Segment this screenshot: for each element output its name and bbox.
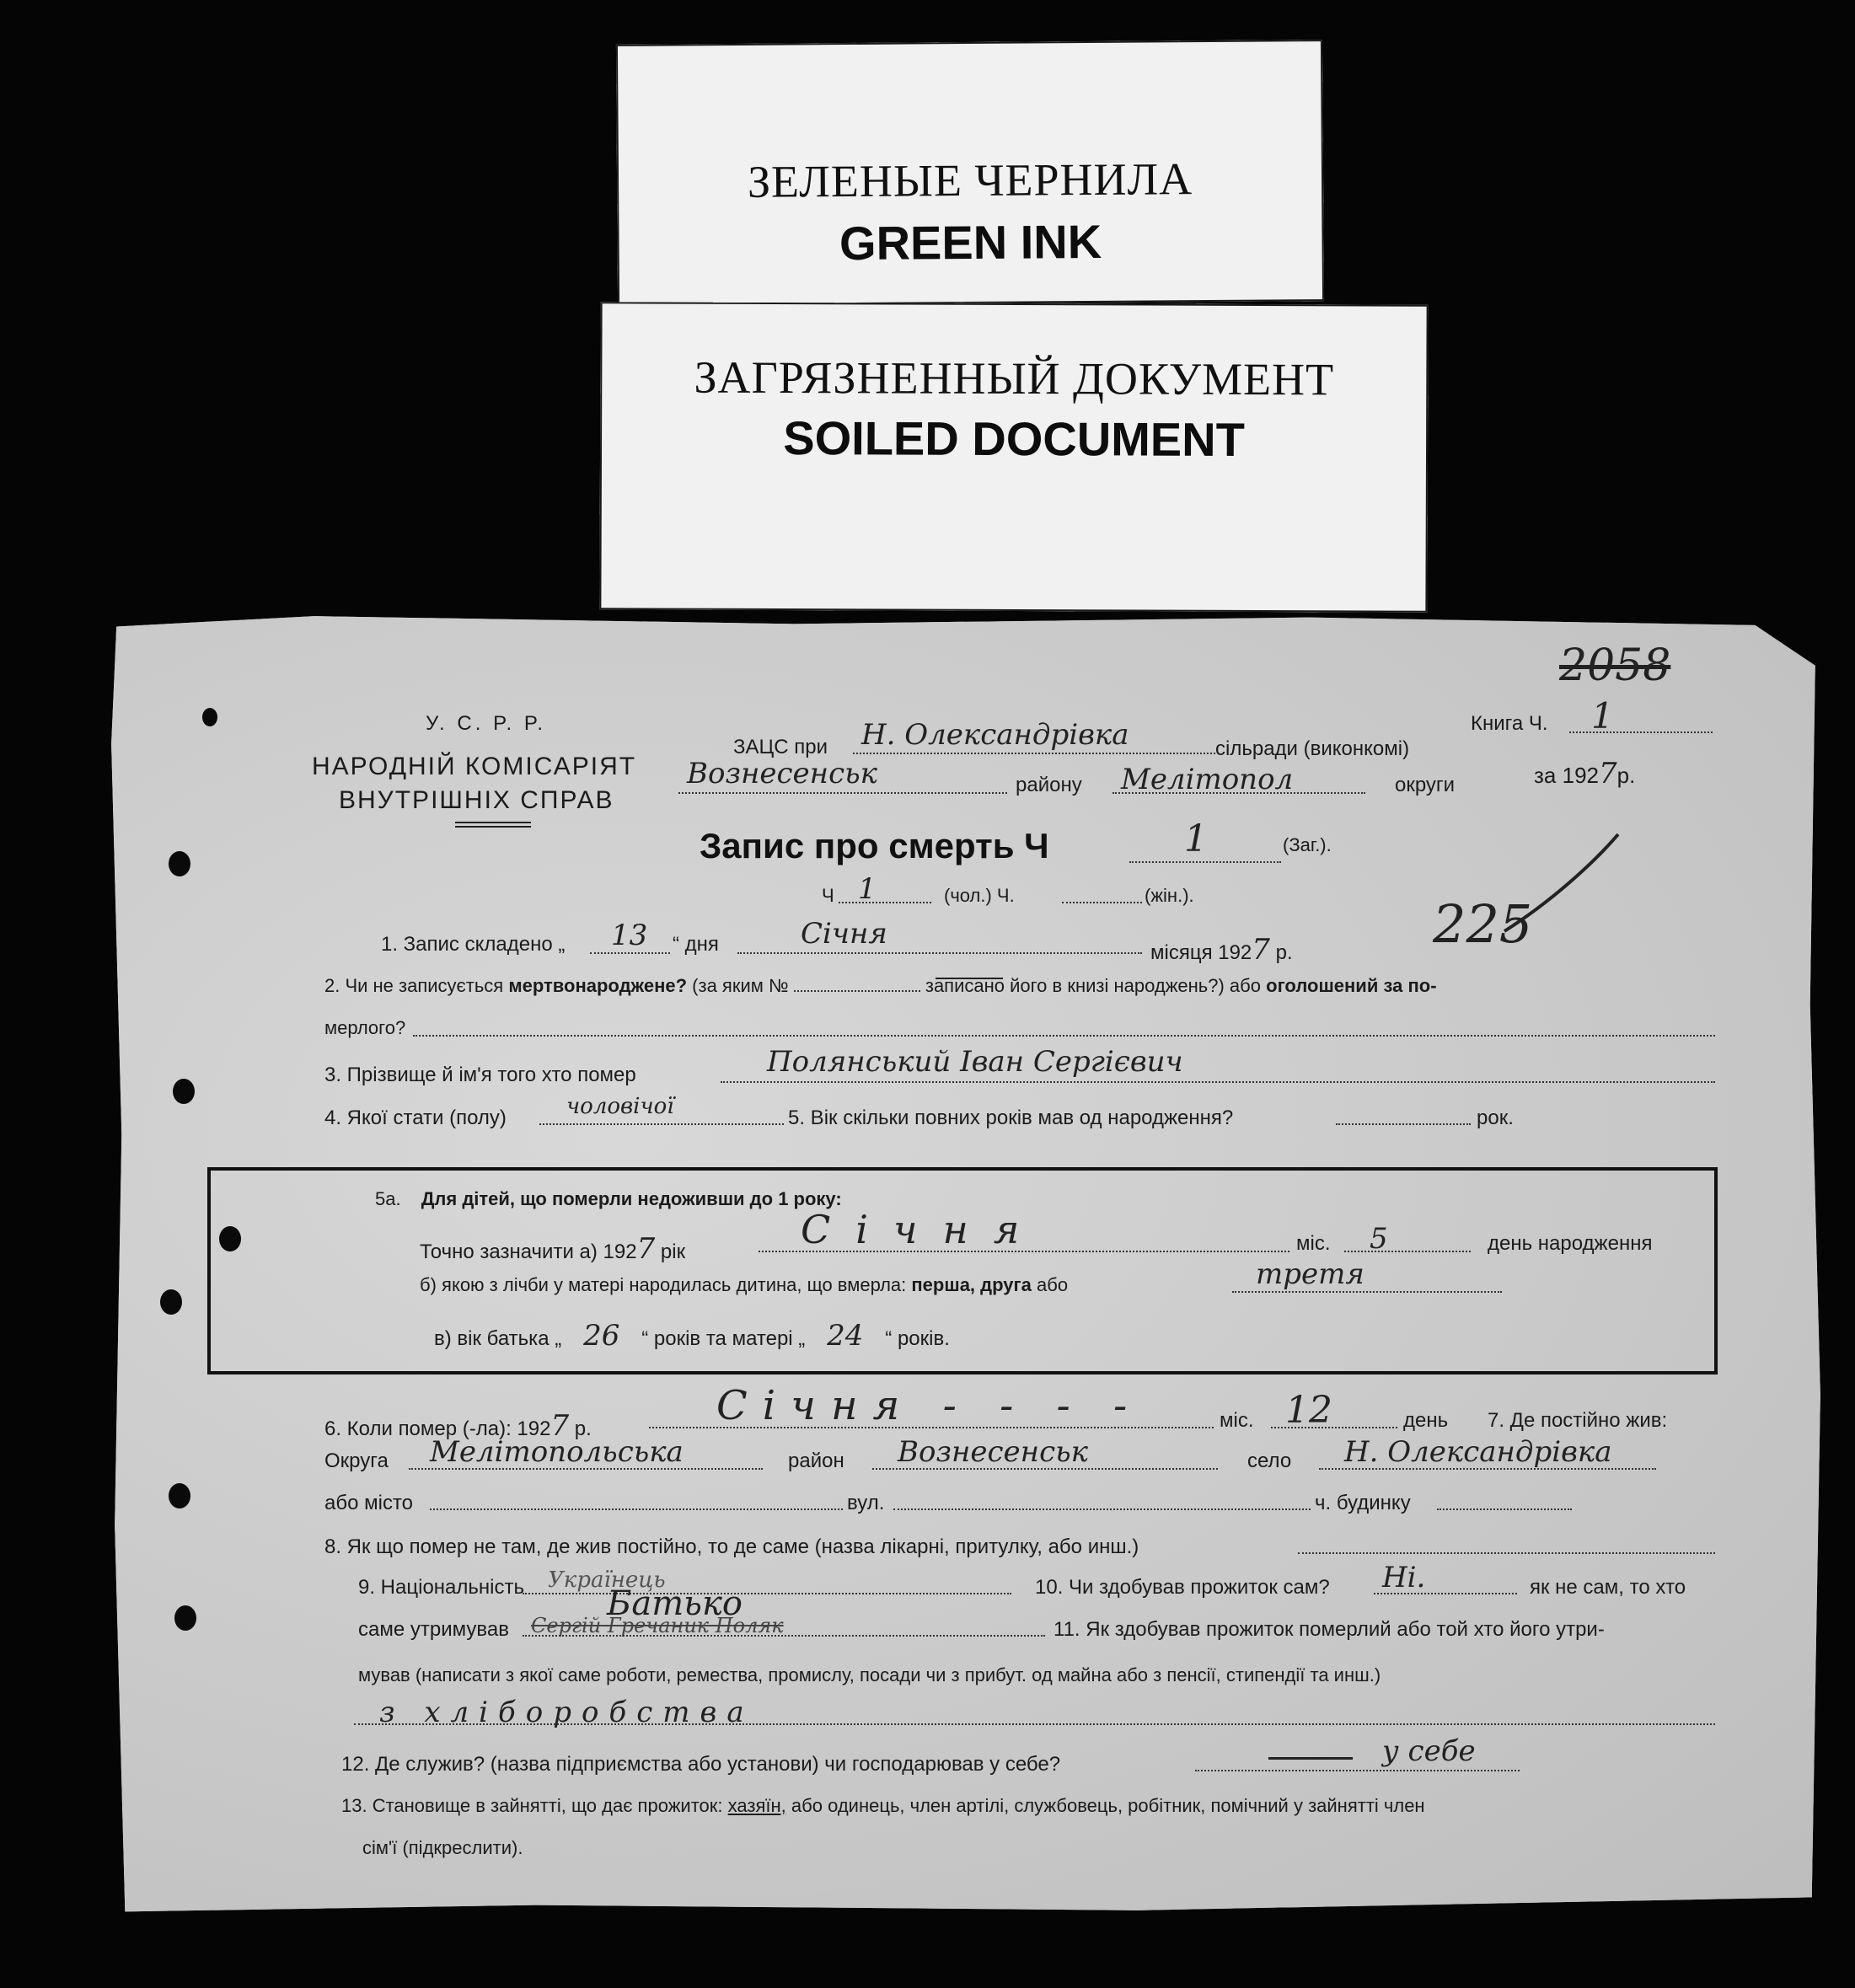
green-ink-en: GREEN INK <box>839 214 1102 271</box>
item9-label: 9. Національність <box>358 1576 524 1599</box>
box5a-day: 5 <box>1370 1222 1388 1256</box>
title-number: 1 <box>1184 817 1208 860</box>
ch-label: Ч <box>822 885 834 906</box>
male-number: 1 <box>858 872 877 906</box>
item6-label: 6. Коли помер (-ла): 1927 р. <box>324 1409 592 1443</box>
corner-number: 2058 <box>1559 640 1671 691</box>
side-slash <box>1500 830 1627 940</box>
item1-year: місяця 1927 р. <box>1150 933 1293 967</box>
vul-dots <box>893 1508 1311 1510</box>
soiled-en: SOILED DOCUMENT <box>783 411 1245 466</box>
utr-dots <box>523 1635 1045 1637</box>
okruga-value: Мелітопольська <box>430 1435 684 1469</box>
box5a-month-dots <box>759 1251 1289 1252</box>
green-ink-ru: ЗЕЛЕНЫЕ ЧЕРНИЛА <box>747 153 1193 207</box>
item11-value: з хліборобства <box>379 1696 754 1729</box>
male-label: (чол.) Ч. <box>944 885 1015 906</box>
item10-dots <box>1374 1593 1517 1594</box>
zag-label: (Заг.). <box>1283 834 1332 855</box>
rayon-label: району <box>1016 774 1082 796</box>
punch-hole <box>173 1079 195 1104</box>
item8-dots <box>1298 1552 1715 1554</box>
budynok-label: ч. будинку <box>1315 1492 1411 1514</box>
item3-label: 3. Прізвище й ім'я того хто помер <box>324 1064 636 1086</box>
selo-dots <box>1319 1468 1656 1470</box>
okruga-dots <box>409 1468 763 1470</box>
box5a-month: Січня <box>801 1207 1045 1252</box>
rayon2-dots <box>872 1468 1218 1470</box>
item4-dots <box>539 1123 784 1125</box>
item2-row: 2. Чи не записується мертвонароджене? (за яким № записано його в книзі народжень?) або оголошений за по- <box>324 975 1437 996</box>
item3-value: Полянський Іван Сергієвич <box>767 1045 1183 1079</box>
zags-label: ЗАЦС при <box>733 736 828 758</box>
item12-dash <box>1268 1757 1353 1760</box>
year-row: за 1927р. <box>1534 757 1636 790</box>
zags-dots <box>853 753 1215 754</box>
item5-label: 5. Вік скільки повних років мав од народження? <box>788 1107 1234 1129</box>
item10-label: 10. Чи здобував прожиток сам? <box>1035 1576 1330 1599</box>
item12-label: 12. Де служив? (назва підприємства або установи) чи господарював у себе? <box>341 1753 1061 1776</box>
commissariat-line2: ВНУТРІШНІХ СПРАВ <box>339 786 614 814</box>
okrug-value: Мелітопол <box>1121 763 1294 796</box>
box5a-day-dots <box>1344 1251 1471 1252</box>
book-dots <box>1569 731 1713 733</box>
utr-value: Батько <box>607 1584 743 1623</box>
box5a-mis: міс. <box>1296 1232 1331 1255</box>
item9-dots <box>523 1593 1011 1594</box>
rayon-value: Вознесенськ <box>687 757 877 790</box>
item10-suffix: як не сам, то хто <box>1530 1576 1686 1599</box>
item6-month: Січня - - - - <box>716 1382 1143 1429</box>
item3-dots <box>721 1081 1715 1083</box>
item11-label2: мував (написати з якої саме роботи, ремества, промислу, посади чи з прибут. од майна або з пенсії, стипендії та инш.) <box>358 1664 1381 1685</box>
item11-label: 11. Як здобував прожиток померлий або той хто його утри- <box>1053 1618 1605 1641</box>
item2-dash <box>936 978 1003 979</box>
item12-value: у себе <box>1382 1734 1476 1768</box>
item6-den: день <box>1403 1409 1449 1432</box>
female-dots <box>1062 902 1142 903</box>
utr-label: саме утримував <box>358 1618 509 1641</box>
box5a-line-a-label: Точно зазначити а) 1927 рік <box>420 1232 686 1266</box>
item13-line2: сім'ї (підкреслити). <box>362 1837 523 1858</box>
selo-value: Н. Олександрівка <box>1344 1435 1612 1469</box>
header-rule <box>455 826 531 828</box>
item6-month-dots <box>649 1427 1214 1428</box>
header-rule <box>455 822 531 823</box>
punch-hole <box>160 1289 182 1315</box>
male-dots <box>839 902 931 903</box>
selo-label: село <box>1247 1449 1292 1472</box>
box5a-order: третя <box>1256 1257 1364 1291</box>
utr-value-struck: Сергій Гречаник Поляк <box>531 1614 784 1637</box>
item1-label-a: 1. Запис складено „ <box>381 933 566 956</box>
soiled-ru: ЗАГРЯЗНЕННЫЙ ДОКУМЕНТ <box>694 351 1335 405</box>
book-value: 1 <box>1591 695 1614 737</box>
budynok-dots <box>1437 1508 1572 1510</box>
ussr-label: У. С. Р. Р. <box>426 712 547 735</box>
item7-label: 7. Де постійно жив: <box>1488 1409 1668 1432</box>
okrug-dots <box>1112 792 1365 794</box>
zags-value: Н. Олександрівка <box>861 718 1129 752</box>
okrug-label: округи <box>1395 774 1456 796</box>
item6-mis: міс. <box>1220 1409 1254 1432</box>
item1-label-b: “ дня <box>673 933 719 956</box>
title-dots <box>1129 861 1281 863</box>
item10-value: Ні. <box>1382 1561 1426 1594</box>
punch-hole <box>174 1605 196 1631</box>
commissariat-line1: НАРОДНІЙ КОМІСАРІЯТ <box>312 753 637 780</box>
box5a-line-c: в) вік батька „ 26 “ років та матері „ 24 “ років. <box>434 1319 950 1353</box>
item4-value: чоловічої <box>566 1094 674 1119</box>
okruga-label: Округа <box>324 1449 389 1472</box>
green-ink-card <box>616 40 1324 306</box>
female-label: (жін.). <box>1145 885 1194 906</box>
rayon2-value: Вознесенськ <box>898 1435 1088 1469</box>
item4-label: 4. Якої стати (полу) <box>324 1107 507 1129</box>
item6-day: 12 <box>1285 1389 1332 1432</box>
title-row: Запис про смерть Ч <box>700 826 1049 865</box>
side-number: 225 <box>1433 893 1533 955</box>
rayon2-label: район <box>788 1449 844 1472</box>
silrady-label: сільради (виконкомі) <box>1215 737 1410 760</box>
item1-day-dots <box>590 952 670 954</box>
box5a-order-dots <box>1232 1291 1502 1293</box>
vul-label: вул. <box>847 1492 885 1514</box>
item13-line1: 13. Становище в зайнятті, що дає прожиток: хазяїн, або одинець, член артілі, службовець, робітник, помічний у зайнятті член <box>341 1795 1425 1816</box>
box5a-line-b: б) якою з лічби у матері народилась дитина, що вмерла: перша, друга або <box>420 1274 1069 1295</box>
item11-dots <box>354 1723 1715 1725</box>
item5-suffix: рок. <box>1477 1107 1514 1129</box>
book-label: Книга Ч. <box>1471 712 1548 735</box>
item6-day-dots <box>1271 1427 1397 1428</box>
item1-month: Січня <box>801 917 887 951</box>
punch-hole <box>202 708 217 726</box>
soiled-document-card <box>599 302 1428 612</box>
item12-dots <box>1195 1770 1520 1771</box>
punch-hole <box>169 1483 190 1508</box>
item1-month-dots <box>737 952 1142 954</box>
punch-hole <box>169 851 190 876</box>
item2-label-d: мерлого? <box>324 1017 406 1038</box>
item5-dots <box>1336 1123 1471 1125</box>
box5a-suffix: день народження <box>1488 1232 1653 1255</box>
item2-dots <box>413 1035 1715 1037</box>
misto-label: або місто <box>324 1492 414 1514</box>
item8-label: 8. Як що помер не там, де жив постійно, то де саме (назва лікарні, притулку, або инш.) <box>324 1535 1139 1558</box>
item9-value: Українець <box>548 1567 666 1593</box>
rayon-dots <box>678 792 1007 794</box>
misto-dots <box>430 1508 843 1510</box>
box5a-heading: 5а. Для дітей, що померли недоживши до 1 року: <box>375 1188 842 1209</box>
item1-day: 13 <box>611 919 648 952</box>
